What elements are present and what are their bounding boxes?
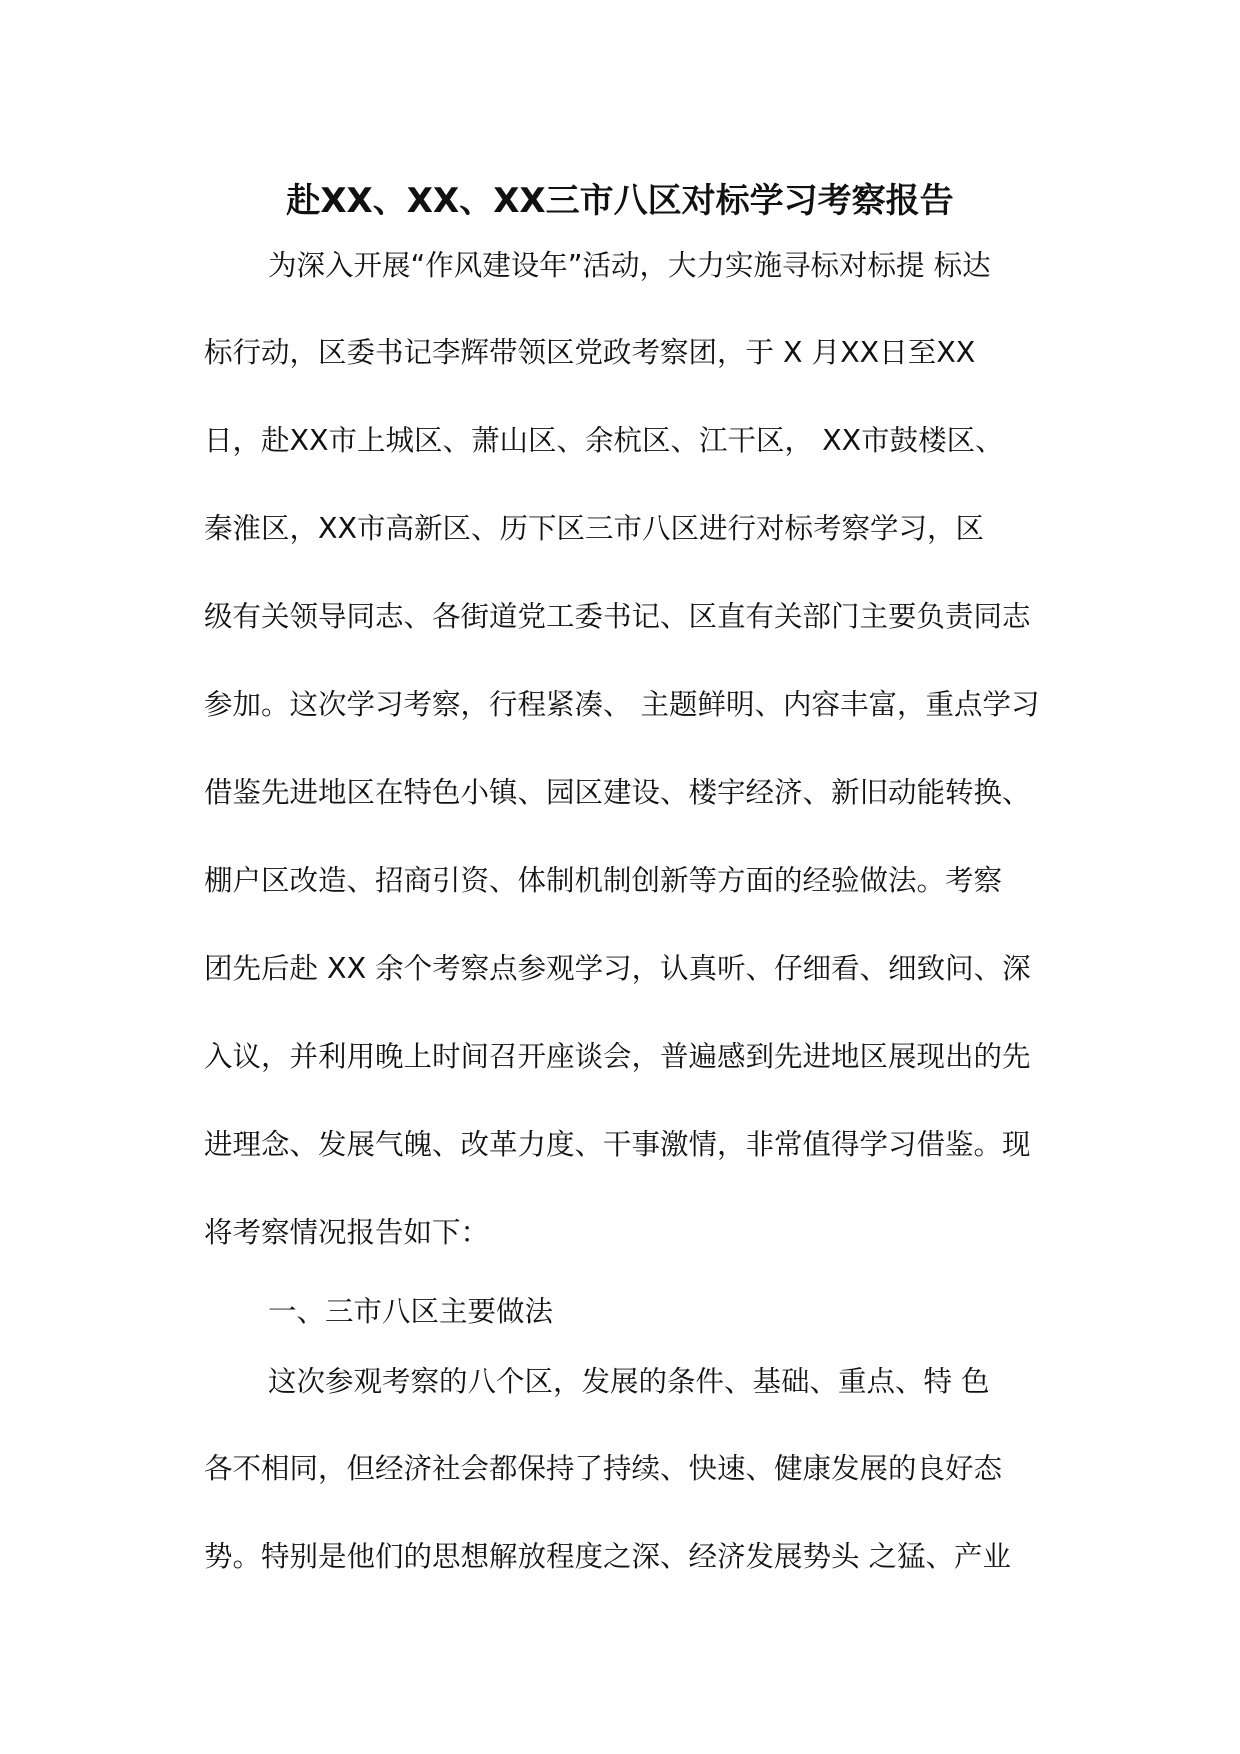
body-line: 团先后赴 XX 余个考察点参观学习，认真听、仔细看、细致问、深 bbox=[204, 952, 1031, 985]
body-line: 势。特别是他们的思想解放程度之深、经济发展势头 之猛、产业 bbox=[204, 1540, 1012, 1573]
section-heading: 一、三市八区主要做法 bbox=[268, 1295, 554, 1328]
body-line: 参加。这次学习考察，行程紧凑、 主题鲜明、内容丰富，重点学习 bbox=[204, 688, 1040, 721]
body-line: 入议，并利用晚上时间召开座谈会，普遍感到先进地区展现出的先 bbox=[204, 1040, 1031, 1073]
body-line: 级有关领导同志、各街道党工委书记、区直有关部门主要负责同志 bbox=[204, 600, 1031, 633]
body-line: 秦淮区，XX市高新区、历下区三市八区进行对标考察学习，区 bbox=[204, 512, 985, 545]
body-line: 进理念、发展气魄、改革力度、干事激情，非常值得学习借鉴。现 bbox=[204, 1128, 1031, 1161]
body-line: 日，赴XX市上城区、萧山区、余杭区、江干区， XX市鼓楼区、 bbox=[204, 424, 1004, 457]
document-title: 赴XX、XX、XX三市八区对标学习考察报告 bbox=[286, 181, 954, 221]
body-line: 各不相同，但经济社会都保持了持续、快速、健康发展的良好态 bbox=[204, 1452, 1003, 1485]
body-line: 借鉴先进地区在特色小镇、园区建设、楼宇经济、新旧动能转换、 bbox=[204, 776, 1031, 809]
body-line: 标行动，区委书记李辉带领区党政考察团，于 X 月XX日至XX bbox=[204, 336, 976, 369]
body-line: 棚户区改造、招商引资、体制机制创新等方面的经验做法。考察 bbox=[204, 864, 1003, 897]
body-line: 这次参观考察的八个区，发展的条件、基础、重点、特 色 bbox=[268, 1365, 990, 1398]
body-line: 为深入开展“作风建设年”活动，大力实施寻标对标提 标达 bbox=[268, 249, 991, 282]
body-line: 将考察情况报告如下： bbox=[204, 1216, 490, 1249]
